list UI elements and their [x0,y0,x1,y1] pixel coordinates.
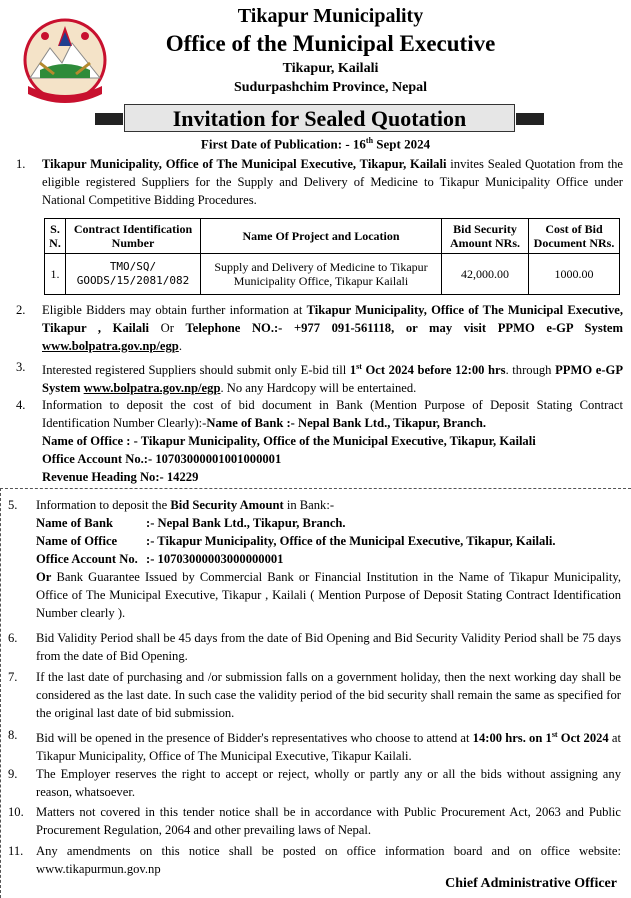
item-4 [0,396,631,486]
account-label: Office Account No. [36,552,138,566]
item-8-date: Oct 2024 [557,731,609,746]
item-3-text: Interested registered Suppliers should submit only E-bid till [42,363,350,378]
item-2 [0,301,631,355]
office-label: Name of Office [36,534,118,548]
item-5-office-row [36,532,621,550]
item-3-date-day: 1 [349,363,357,378]
item-2-text: Eligible Bidders may obtain further information at [42,303,307,317]
item-3-end: . No any Hardcopy will be entertained. [220,381,417,396]
item-6-text: Bid Validity Period shall be 45 days from the date of Bid Opening and Bid Security Validity Period shall be 75 days from the date of Bid Opening. [36,631,621,663]
item-4-account: Office Account No.:- 10703000001001000001 [42,452,282,466]
egp-link-2[interactable]: www.bolpatra.gov.np/egp [83,381,221,396]
item-number: 2. [16,303,26,317]
item-2-or: Or [149,321,186,335]
signature-title: Chief Administrative Officer [445,876,617,891]
pub-date-prefix: First Date of Publication: - 16 [200,136,366,152]
office-value: :- Tikapur Municipality, Office of the Municipal Executive, Tikapur, Kailali. [146,534,556,548]
office-location: Tikapur, Kailali [282,61,379,76]
col-security: Bid Security Amount NRs. [442,219,529,254]
item-8 [0,726,631,765]
item-8-time: 14:00 hrs. on 1 [472,731,552,746]
item-5-text: Information to deposit the [36,498,171,512]
item-5-guarantee: Bank Guarantee Issued by Commercial Bank or Financial Institution in the Name of Tikapur Municipality, Office of The Municipal Executive, Tikapur , Kailali ( Mention Purpose of Deposit Stating Contract Identification Number clearly ). [36,570,621,620]
item-3-date-sup: st [356,362,362,371]
item-10-text: Matters not covered in this tender notice shall be in accordance with Public Procurement Act, 2063 and Public Procurement Regulation, 2064 and other prevailing laws of Nepal. [36,805,621,837]
col-project: Name Of Project and Location [201,219,442,254]
municipality-name: Tikapur Municipality [237,5,424,27]
notice-title: Invitation for Sealed Quotation [172,106,467,131]
bank-value: :- Nepal Bank Ltd., Tikapur, Branch. [146,516,346,530]
province-name: Sudurpashchim Province, Nepal [233,80,428,95]
item-number: 10. [8,805,24,819]
item-2-phone: Telephone NO.:- +977 091-561118, or may visit PPMO e-GP System [185,321,623,335]
account-value: :- 10703000003000000001 [146,552,284,566]
bank-label: Name of Bank [36,516,113,530]
item-10 [0,803,631,839]
item-6 [0,629,631,665]
item-3-through: . through [505,363,556,378]
item-1-text: invites Sealed Quotation from the eligible registered Suppliers for the Supply and Delivery of Medicine to Tikapur Municipality Office under National Competitive Bidding Procedures. [42,157,623,207]
item-5-text-end: in Bank:- [283,498,335,512]
item-4-bank: Name of Bank :- Nepal Bank Ltd., Tikapur, Branch. [206,416,487,430]
cell-security: 42,000.00 [442,254,529,295]
item-8-sup: st [551,730,558,739]
cell-cost: 1000.00 [529,254,620,295]
col-sn: S. N. [45,219,66,254]
item-11 [0,842,631,878]
item-3 [0,358,631,397]
item-4-revenue: Revenue Heading No:- 14229 [42,470,199,484]
item-number: 7. [8,670,18,684]
item-number: 9. [8,767,18,781]
item-1 [0,155,631,209]
item-1-bold: Tikapur Municipality, Office of The Municipal Executive, Tikapur, Kailali [42,157,447,171]
cell-cin: TMO/SQ/ GOODS/15/2081/082 [66,254,201,295]
table-header-row [45,219,620,254]
item-7 [0,668,631,722]
notice-title-banner [124,104,515,132]
item-number: 8. [8,728,18,742]
item-2-office: Tikapur Municipality, Office of The Municipal Executive, Tikapur , Kailali [42,303,624,335]
item-number: 11. [8,844,24,858]
item-2-end: . [178,339,182,353]
col-cost: Cost of Bid Document NRs. [529,219,620,254]
item-9-text: The Employer reserves the right to accept or reject, wholly or partly any or all the bids without assigning any reason, whatsoever. [36,767,621,799]
item-number: 3. [16,360,26,374]
section-divider [0,488,631,489]
item-8-text: Bid will be opened in the presence of Bidder's representatives who choose to attend at [36,731,473,746]
pub-date-suffix: Sept 2024 [373,136,431,152]
egp-link[interactable]: www.bolpatra.gov.np/egp [42,339,179,353]
item-4-text: Information to deposit the cost of bid document in Bank (Mention Purpose of Deposit Stating Contract Identification Number Clearly):- [42,398,623,430]
publication-date [0,136,631,152]
item-3-deadline: Oct 2024 before 12:00 hrs [361,363,506,378]
item-5-bold: Bid Security Amount [170,498,284,512]
office-name: Office of the Municipal Executive [165,31,496,56]
item-11-text: Any amendments on this notice shall be posted on office information board and on office website: www.tikapurmun.gov.np [36,844,621,876]
pub-date-sup: th [365,136,374,145]
col-cin: Contract Identification Number [66,219,201,254]
item-7-text: If the last date of purchasing and /or submission falls on a government holiday, then the next working day shall be considered as the last date. In such case the validity period of the bid security shall remain the same as specified for the original last date of bid submission. [36,670,621,720]
item-5-bank-row [36,514,621,532]
item-number: 4. [16,398,26,412]
item-4-office: Name of Office : - Tikapur Municipality, Office of the Municipal Executive, Tikapur, Kailali [42,434,536,448]
bid-table [44,218,620,295]
item-9 [0,765,631,801]
item-5 [0,496,631,622]
item-8-place: at Tikapur Municipality, Office of The Municipal Executive, Tikapur Kailali. [36,731,621,764]
item-5-or: Or [36,570,52,584]
item-3-system: PPMO e-GP System [42,363,624,396]
item-number: 5. [8,498,18,512]
table-row [45,254,620,295]
cell-sn: 1. [45,254,66,295]
item-number: 6. [8,631,18,645]
cell-project: Supply and Delivery of Medicine to Tikapur Municipality Office, Tikapur Kailali [201,254,442,295]
item-number: 1. [16,157,26,171]
item-5-account-row [36,550,621,568]
